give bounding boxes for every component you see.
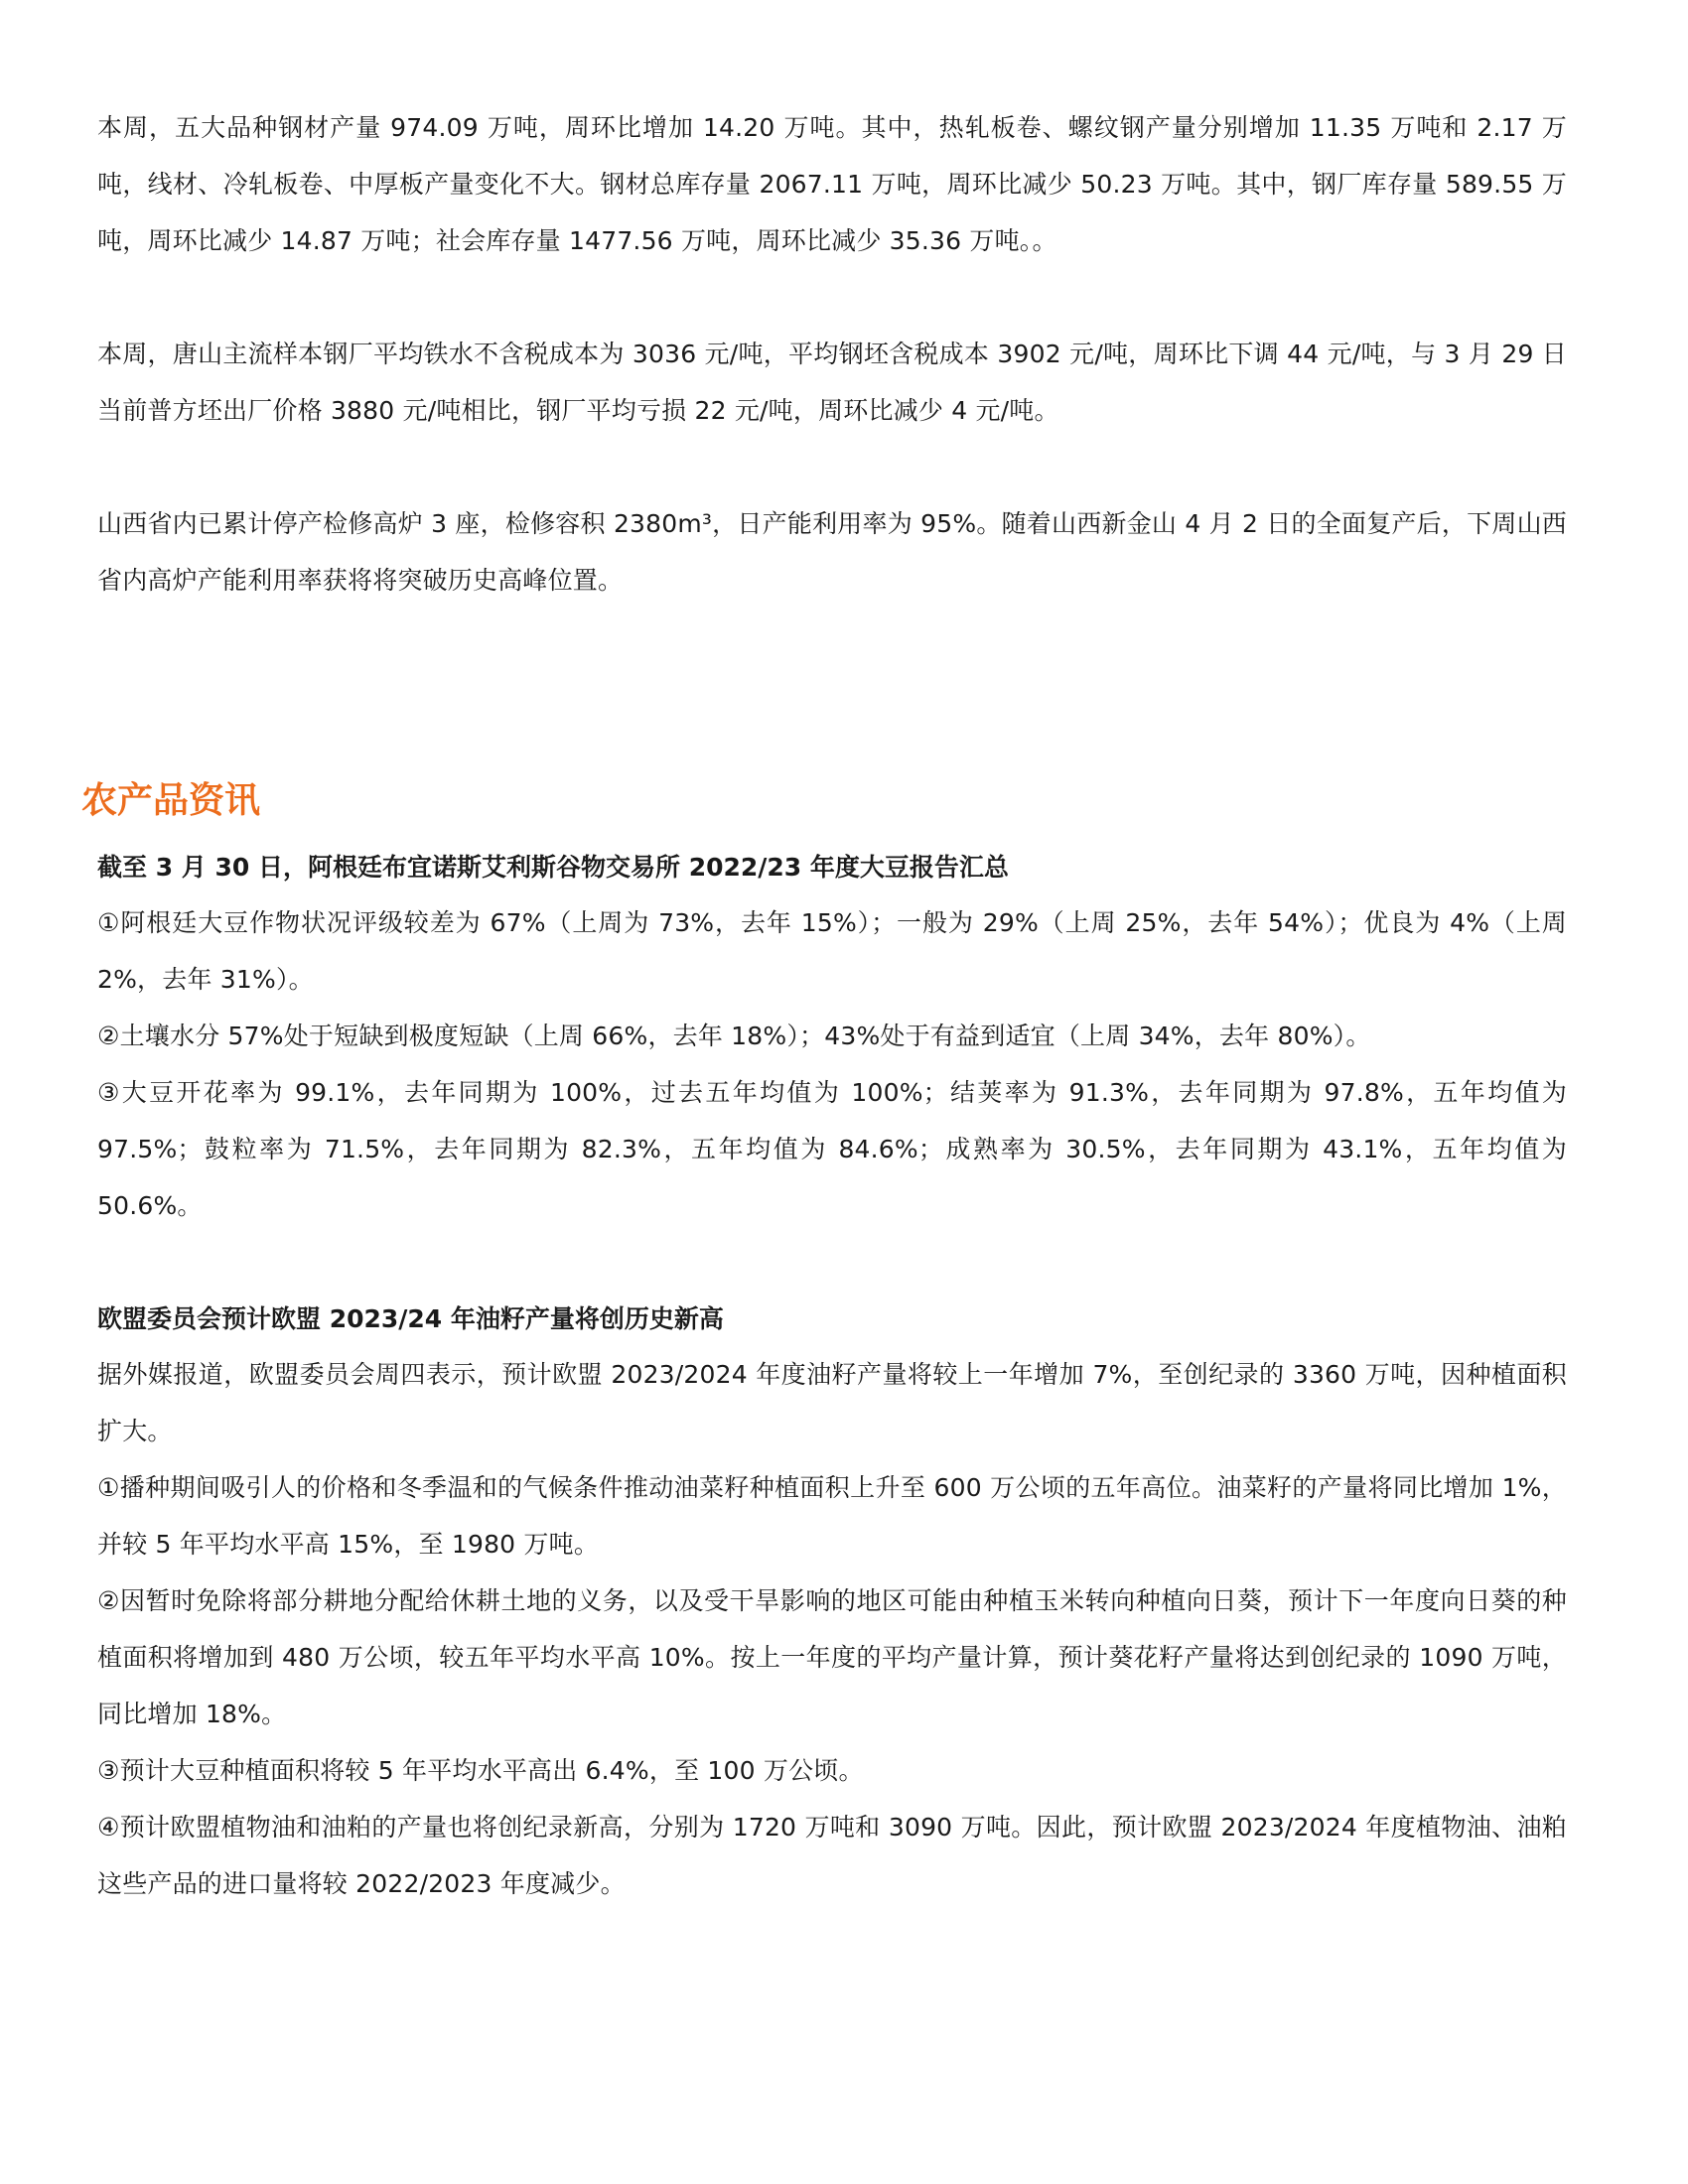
steel-paragraph-output-inventory: 本周，五大品种钢材产量 974.09 万吨，周环比增加 14.20 万吨。其中，热轧板卷、螺纹钢产量分别增加 11.35 万吨和 2.17 万吨，线材、冷轧板卷、中厚板产量变化不大。钢材总库存量 2067.11 万吨，周环比减少 50.23 万吨。其中，钢厂库存量 589.55 万吨，周环比减少 14.87 万吨；社会库存量 1477.56 万吨，周环比减少 35.36 万吨。。 — [97, 113, 1567, 255]
news-title: 欧盟委员会预计欧盟 2023/24 年油籽产量将创历史新高 — [97, 1304, 724, 1333]
news-item: ①播种期间吸引人的价格和冬季温和的气候条件推动油菜籽种植面积上升至 600 万公顷的五年高位。油菜籽的产量将同比增加 1%，并较 5 年平均水平高 15%，至 1980 万吨。 — [97, 1473, 1567, 1559]
steel-news-block — [97, 99, 1567, 609]
news-item: ②因暂时免除将部分耕地分配给休耕土地的义务，以及受干旱影响的地区可能由种植玉米转向种植向日葵，预计下一年度向日葵的种植面积将增加到 480 万公顷，较五年平均水平高 10%。按上一年度的平均产量计算，预计葵花籽产量将达到创纪录的 1090 万吨，同比增加 18%。 — [97, 1586, 1567, 1728]
news-item: ③大豆开花率为 99.1%，去年同期为 100%，过去五年均值为 100%；结荚率为 91.3%，去年同期为 97.8%，五年均值为 97.5%；鼓粒率为 71.5%，去年同期为 82.3%，五年均值为 84.6%；成熟率为 30.5%，去年同期为 43.1%，五年均值为 50.6%。 — [97, 1078, 1567, 1220]
news-item: 据外媒报道，欧盟委员会周四表示，预计欧盟 2023/2024 年度油籽产量将较上一年增加 7%，至创纪录的 3360 万吨，因种植面积扩大。 — [97, 1360, 1567, 1445]
section-title-agri: 农产品资讯 — [81, 780, 261, 821]
news-item: ③预计大豆种植面积将较 5 年平均水平高出 6.4%，至 100 万公顷。 — [97, 1756, 864, 1785]
news-item: ④预计欧盟植物油和油粕的产量也将创纪录新高，分别为 1720 万吨和 3090 万吨。因此，预计欧盟 2023/2024 年度植物油、油粕这些产品的进口量将较 2022/2023 年度减少。 — [97, 1813, 1567, 1898]
news-eu-oilseed — [97, 1293, 1567, 1912]
news-item: ②土壤水分 57%处于短缺到极度短缺（上周 66%，去年 18%）；43%处于有益到适宜（上周 34%，去年 80%）。 — [97, 1022, 1371, 1050]
steel-paragraph-cost: 本周，唐山主流样本钢厂平均铁水不含税成本为 3036 元/吨，平均钢坯含税成本 3902 元/吨，周环比下调 44 元/吨，与 3 月 29 日当前普方坯出厂价格 3880 元/吨相比，钢厂平均亏损 22 元/吨，周环比减少 4 元/吨。 — [97, 340, 1567, 425]
news-title: 截至 3 月 30 日，阿根廷布宜诺斯艾利斯谷物交易所 2022/23 年度大豆报告汇总 — [97, 853, 1009, 882]
news-item: ①阿根廷大豆作物状况评级较差为 67%（上周为 73%，去年 15%）；一般为 29%（上周 25%，去年 54%）；优良为 4%（上周 2%，去年 31%）。 — [97, 908, 1567, 994]
steel-paragraph-shanxi: 山西省内已累计停产检修高炉 3 座，检修容积 2380m³，日产能利用率为 95%。随着山西新金山 4 月 2 日的全面复产后，下周山西省内高炉产能利用率获将将突破历史高峰位置。 — [97, 509, 1567, 595]
news-argentina-soybean — [97, 841, 1567, 1234]
